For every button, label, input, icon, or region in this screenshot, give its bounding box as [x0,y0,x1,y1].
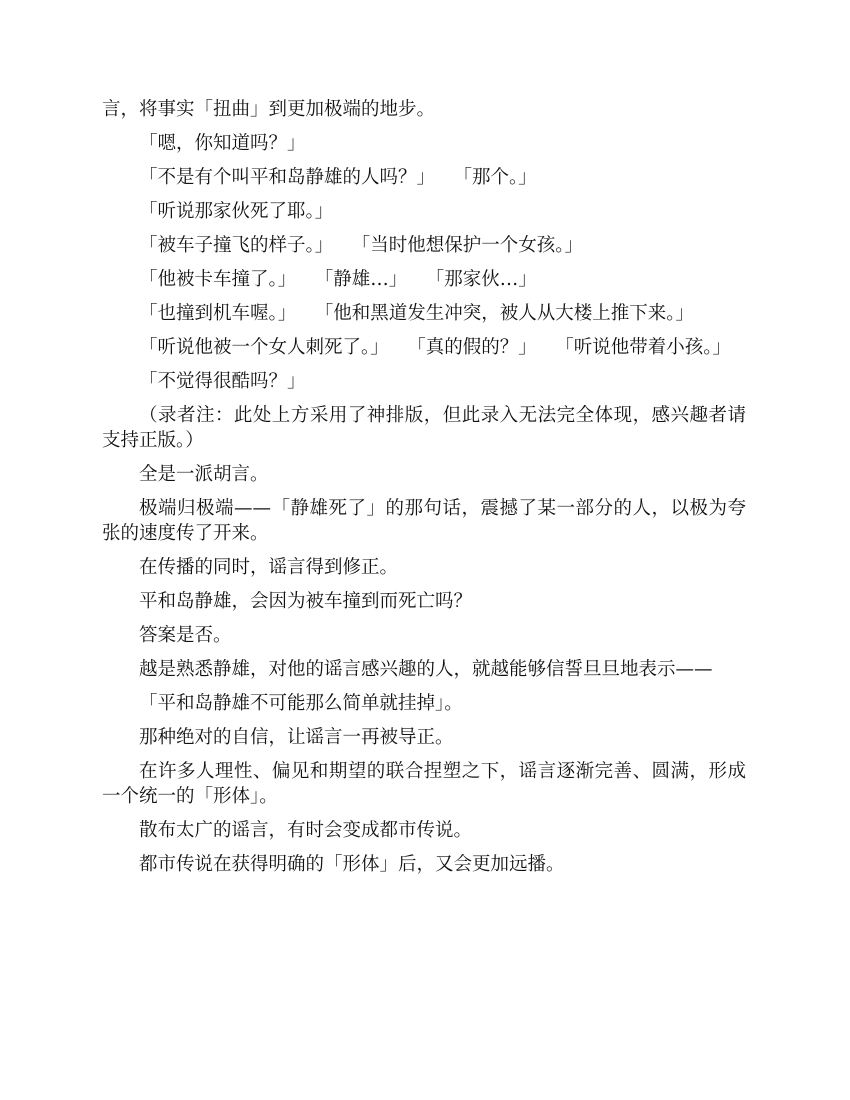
paragraph: 「平和岛静雄不可能那么简单就挂掉」。 [139,693,463,714]
paragraph: 「听说他被一个女人刺死了。」 「真的假的？」 「听说他带着小孩。」 [139,337,732,358]
paragraph: 言，将事实「扭曲」到更加极端的地步。 [102,99,436,120]
paragraph: 在传播的同时，谣言得到修正。 [139,557,399,578]
paragraph: （录者注：此处上方采用了神排版，但此录入无法完全体现，感兴趣者请支持正版。） [102,405,746,451]
paragraph: 「嗯，你知道吗？」 [139,133,306,154]
paragraph: 「被车子撞飞的样子。」 「当时他想保护一个女孩。」 [139,235,584,256]
paragraph: 「也撞到机车喔。」 「他和黑道发生冲突，被人从大楼上推下来。」 [139,303,695,324]
paragraph: 极端归极端——「静雄死了」的那句话，震撼了某一部分的人，以极为夸张的速度传了开来。 [102,498,746,544]
paragraph: 「不是有个叫平和岛静雄的人吗？」 「那个。」 [139,167,537,188]
paragraph: 答案是否。 [139,625,232,646]
paragraph: 都市传说在获得明确的「形体」后，又会更加远播。 [139,854,565,875]
paragraph: 「他被卡车撞了。」 「静雄…」 「那家伙…」 [139,269,537,290]
paragraph: 那种绝对的自信，让谣言一再被导正。 [139,727,454,748]
paragraph: 在许多人理性、偏见和期望的联合捏塑之下，谣言逐渐完善、圆满，形成一个统一的「形体」。 [102,761,746,807]
paragraph: 全是一派胡言。 [139,464,269,485]
paragraph: 「听说那家伙死了耶。」 [139,201,334,222]
document-page [102,97,746,886]
paragraph: 「不觉得很酷吗？」 [139,371,306,392]
paragraph: 散布太广的谣言，有时会变成都市传说。 [139,820,473,841]
paragraph: 平和岛静雄，会因为被车撞到而死亡吗？ [139,591,473,612]
paragraph: 越是熟悉静雄，对他的谣言感兴趣的人，就越能够信誓旦旦地表示—— [139,659,713,680]
